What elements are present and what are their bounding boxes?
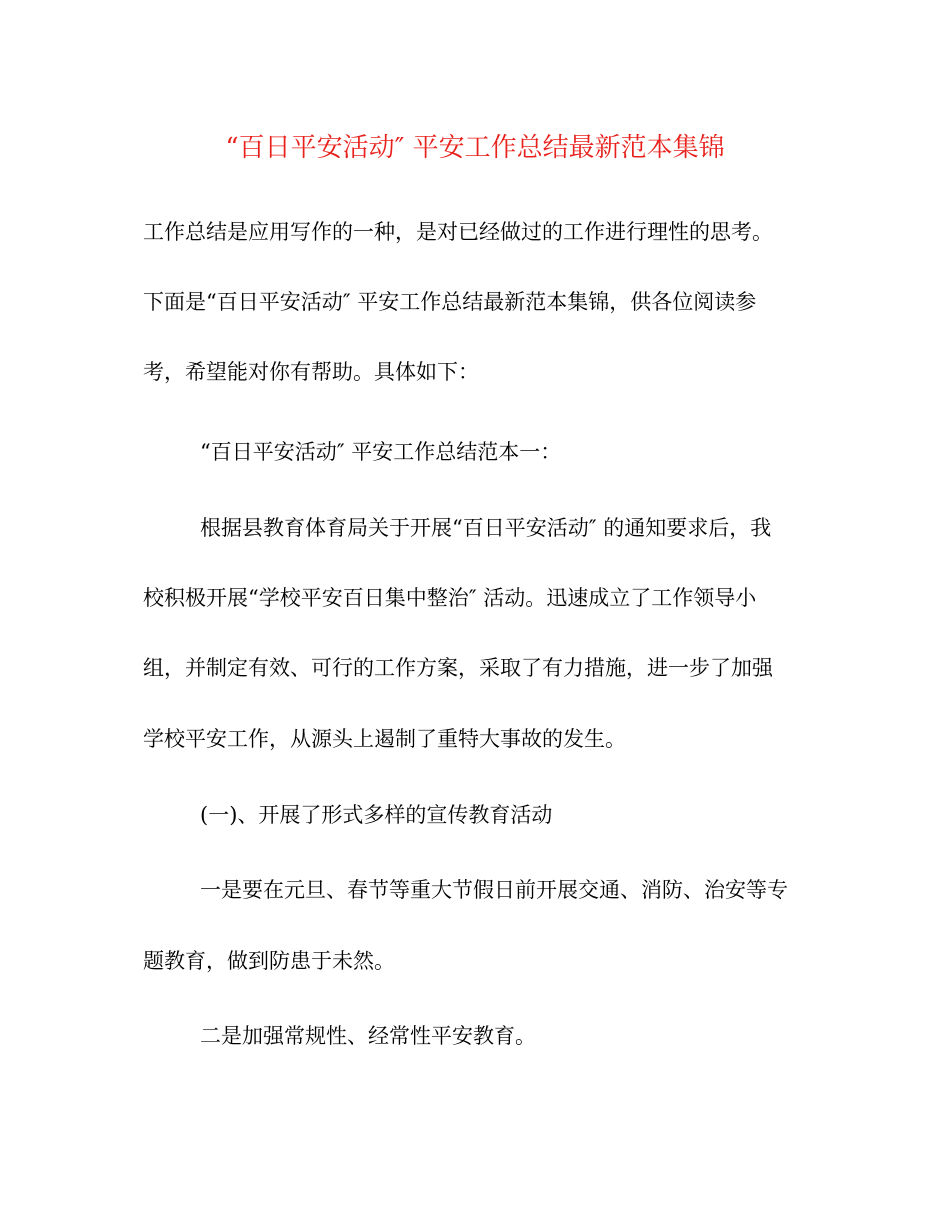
subsection-heading-1: (一)、开展了形式多样的宣传教育活动 xyxy=(200,803,553,827)
paragraph-1-line-3: 组，并制定有效、可行的工作方案，采取了有力措施，进一步了加强 xyxy=(143,656,773,680)
paragraph-3-line-1: 二是加强常规性、经常性平安教育。 xyxy=(200,1024,536,1048)
paragraph-2-line-2: 题教育，做到防患于未然。 xyxy=(143,949,395,973)
paragraph-1-line-1: 根据县教育体育局关于开展“百日平安活动″ 的通知要求后，我 xyxy=(200,516,772,540)
paragraph-1-line-2: 校积极开展“学校平安百日集中整治″ 活动。迅速成立了工作领导小 xyxy=(143,586,757,610)
section-heading-sample-one: “百日平安活动″ 平安工作总结范本一： xyxy=(200,440,562,464)
intro-line-2: 下面是“百日平安活动″ 平安工作总结最新范本集锦，供各位阅读参 xyxy=(143,290,757,314)
intro-line-3: 考，希望能对你有帮助。具体如下： xyxy=(143,360,479,384)
paragraph-2-line-1: 一是要在元旦、春节等重大节假日前开展交通、消防、治安等专 xyxy=(200,878,788,902)
document-title: “百日平安活动″ 平安工作总结最新范本集锦 xyxy=(225,133,725,163)
paragraph-1-line-4: 学校平安工作，从源头上遏制了重特大事故的发生。 xyxy=(143,727,626,751)
intro-line-1: 工作总结是应用写作的一种，是对已经做过的工作进行理性的思考。 xyxy=(143,220,773,244)
